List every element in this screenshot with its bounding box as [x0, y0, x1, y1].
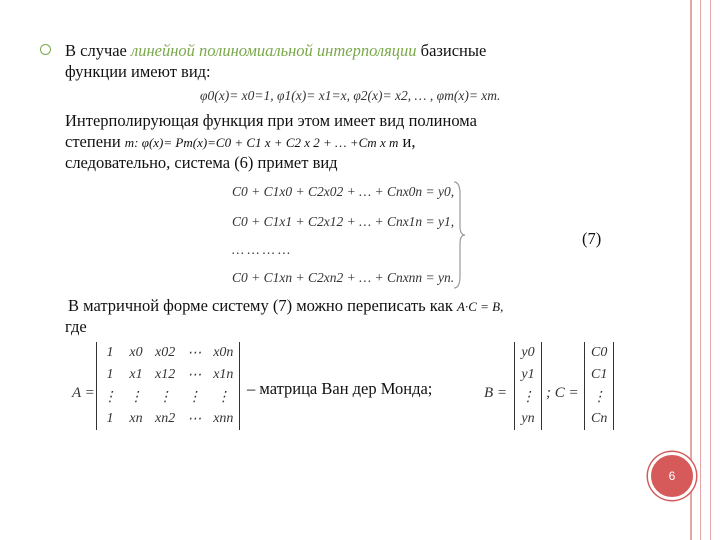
matrix-a-cell: ⋮ — [129, 389, 143, 405]
matrix-c — [584, 342, 614, 430]
matrix-a-cell: 1 — [97, 408, 124, 430]
frame-line-left-inner — [700, 0, 701, 540]
para2-line1: Интерполирующая функция при этом имеет вид полинома — [65, 111, 477, 130]
basis-formula: φ0(x)= x0=1, φ1(x)= x1=x, φ2(x)= x2, … , φm(x)= xm. — [200, 88, 501, 103]
para2-degree-text: степени — [65, 132, 125, 151]
matrix-a-row — [97, 386, 240, 408]
matrix-a-cell: 1 — [97, 364, 124, 386]
matrix-a-row — [97, 342, 240, 364]
para1-before: В случае — [65, 41, 132, 60]
matrix-a-cell: ⋮ — [207, 386, 240, 408]
matrix-a-row — [97, 364, 240, 386]
matrix-b-cell: ⋮ — [515, 386, 542, 408]
system-row-3: … … … … — [232, 242, 291, 257]
matrix-a-cell: x12 — [155, 367, 176, 382]
para1-after: базисные — [416, 41, 487, 60]
matrix-a-cell: x1 — [129, 367, 143, 382]
para2-line2 — [65, 131, 415, 153]
para1-line2: функции имеют вид: — [65, 62, 211, 81]
system-row-4: C0 + C1xn + C2xn2 + … + Cnxnn = yn. — [232, 270, 455, 285]
para3-text: В матричной форме систему (7) можно переписать как — [68, 296, 457, 315]
matrix-b-cell: y0 — [515, 342, 542, 364]
polynomial-formula: m: φ(x)= Pm(x)=C0 + C1 x + C2 x 2 + … +Cm x m — [124, 135, 399, 150]
matrix-c-label: ; C = — [546, 385, 579, 401]
matrix-b — [514, 342, 542, 430]
para2-and-text: и, — [398, 132, 416, 151]
system-row-1: C0 + C1x0 + C2x02 + … + Cnx0n = y0, — [232, 184, 455, 199]
matrix-a-cell: ⋮ — [158, 389, 173, 405]
bullet-icon — [40, 44, 51, 55]
matrix-a-label: A = — [72, 385, 95, 401]
matrix-a-cell: ⋮ — [97, 386, 124, 408]
para1-highlight: линейной полиномиальной интерполяции — [131, 41, 417, 60]
matrix-a-cell: ⋯ — [187, 367, 202, 383]
matrix-c-cell: C0 — [585, 342, 614, 364]
matrix-b-cell: yn — [515, 408, 542, 430]
matrix-a-cell: x02 — [155, 345, 176, 360]
system-label: (7) — [582, 229, 602, 248]
system-row-2: C0 + C1x1 + C2x12 + … + Cnx1n = y1, — [232, 214, 455, 229]
matrix-a-cell: ⋯ — [187, 411, 202, 427]
matrix-a-row — [97, 408, 240, 430]
matrix-a-cell: x1n — [207, 364, 240, 386]
matrix-a-cell: ⋯ — [187, 345, 202, 361]
matrix-c-cell: ⋮ — [585, 386, 614, 408]
matrix-a-cell: ⋮ — [187, 389, 202, 405]
para1-line1 — [65, 40, 486, 61]
matrix-a-cell: xn — [129, 411, 143, 426]
matrix-equation: A·C = B, — [457, 299, 504, 314]
para2-line3: следовательно, система (6) примет вид — [65, 153, 338, 172]
matrix-a-cell: xn2 — [155, 411, 176, 426]
system-brace — [452, 180, 466, 290]
matrix-a-cell: xnn — [207, 408, 240, 430]
frame-line-left-outer — [690, 0, 692, 540]
para3-line1 — [68, 295, 503, 317]
matrix-a-cell: 1 — [97, 342, 124, 364]
frame-line-right — [710, 0, 711, 540]
matrix-b-cell: y1 — [515, 364, 542, 386]
matrix-c-cell: C1 — [585, 364, 614, 386]
matrix-c-cell: Cn — [585, 408, 614, 430]
matrix-a — [96, 342, 240, 430]
page-number-badge: 6 — [648, 452, 696, 500]
matrix-a-cell: x0n — [207, 342, 240, 364]
para3-line2: где — [65, 317, 87, 336]
matrix-b-label: B = — [484, 385, 508, 401]
vandermonde-text: – матрица Ван дер Монда; — [247, 379, 433, 398]
matrix-a-cell: x0 — [129, 345, 143, 360]
